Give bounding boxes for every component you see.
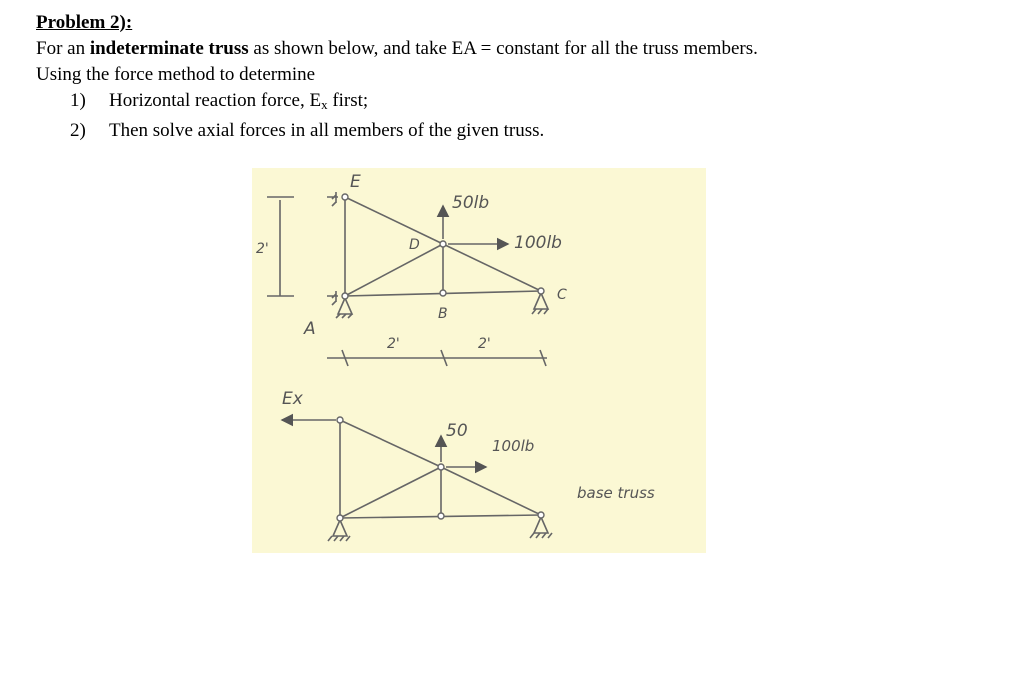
label-Ex: Ex	[282, 389, 303, 409]
problem-line-1	[36, 36, 996, 62]
problem-statement	[36, 10, 996, 144]
load-100lb-base: 100lb	[492, 437, 535, 455]
line1-before: For an	[36, 38, 90, 59]
span-left-dimension: 2'	[387, 336, 400, 352]
line1-after: as shown below, and take EA = constant for all the truss members.	[248, 38, 758, 59]
list-item-1-subscript: x	[321, 97, 328, 112]
label-C: C	[557, 287, 567, 303]
load-50lb: 50lb	[452, 193, 490, 213]
label-D: D	[409, 237, 420, 253]
label-E: E	[350, 172, 361, 192]
line1-bold: indeterminate truss	[89, 38, 249, 59]
list-item-1	[36, 88, 996, 118]
top-truss	[267, 192, 548, 366]
list-item-1-text-end: first;	[327, 90, 369, 111]
problem-title: Problem 2):	[36, 12, 133, 33]
load-100lb: 100lb	[514, 233, 562, 253]
problem-line-2: Using the force method to determine	[36, 64, 316, 85]
label-B: B	[438, 306, 448, 322]
list-item-2	[36, 118, 996, 144]
list-item-2-text: Then solve axial forces in all members of the given truss.	[109, 120, 545, 141]
load-50: 50	[446, 421, 468, 441]
list-item-1-text: Horizontal reaction force, E	[109, 90, 322, 111]
base-truss-caption: base truss	[577, 484, 655, 502]
list-item-2-number: 2)	[70, 120, 86, 141]
truss-figure	[252, 168, 706, 553]
height-dimension: 2'	[256, 241, 269, 257]
truss-sketch	[252, 168, 706, 553]
list-item-1-number: 1)	[70, 90, 86, 111]
label-A: A	[304, 319, 316, 339]
span-right-dimension: 2'	[478, 336, 491, 352]
